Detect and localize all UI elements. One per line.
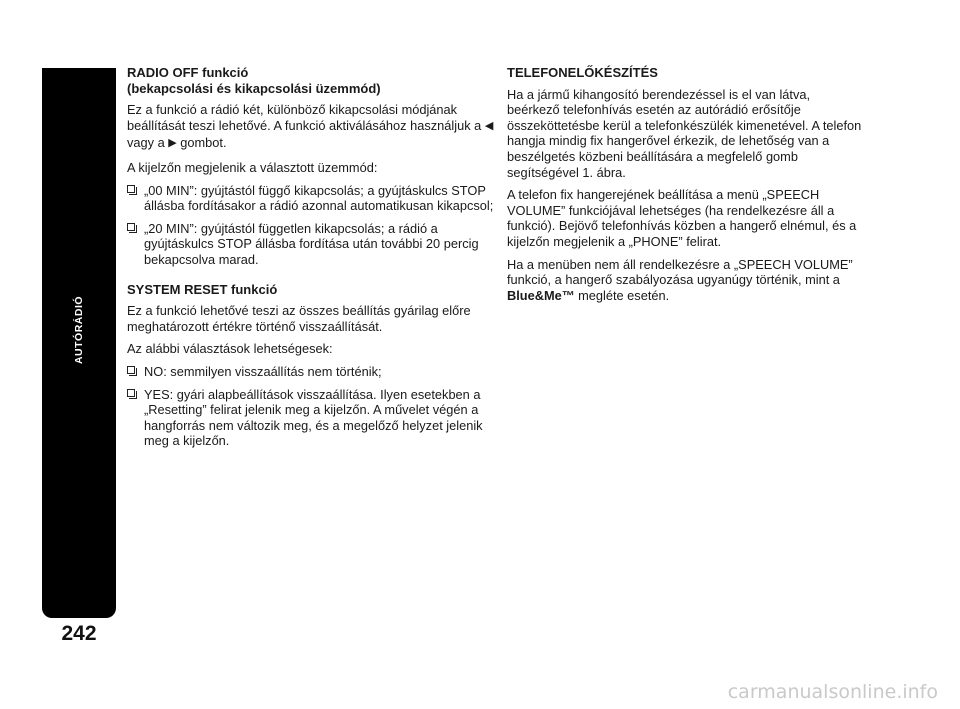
checkbox-bullet-icon — [127, 185, 135, 193]
radio-off-para1-text2: vagy a — [127, 135, 169, 151]
left-arrow-icon: ◀ — [484, 119, 494, 132]
phone-prep-para1: Ha a jármű kihangosító berendezéssel is el van látva, beérkező telefonhívás esetén az autórádió erősítője összeköttetésbe kerül a telefonkészülék kimenetével. A telefon hangja mindig fix hangerővel érkezik, de lehetőség van a beszélgetés közbeni beállítására a megfelelő gomb segítségével 1. ábra. — [507, 86, 862, 180]
radio-off-bullet1: „00 MIN”: gyújtástól függő kikapcsolás; a gyújtáskulcs STOP állásba fordításakor a rádió azonnal automatikusan kikapcsol; — [144, 182, 494, 214]
system-reset-para2: Az alábbi választások lehetségesek: — [127, 341, 333, 357]
checkbox-bullet-icon — [127, 366, 135, 374]
radio-off-para2: A kijelzőn megjelenik a választott üzemmód: — [127, 159, 378, 175]
system-reset-heading — [127, 282, 495, 298]
blue-me-brand: Blue&Me™ — [507, 287, 575, 303]
right-column — [507, 65, 862, 310]
right-arrow-icon: ▶ — [168, 137, 177, 150]
system-reset-bullet1: NO: semmilyen visszaállítás nem történik; — [144, 363, 382, 379]
section-label: AUTÓRÁDIÓ — [73, 295, 85, 365]
phone-prep-para2: A telefon fix hangerejének beállítása a menü „SPEECH VOLUME” funkciójával lehetséges (ha rendelkezésre áll a funkció). Bejövő telefonhívás közben a hangerő elnémul, és a kijelzőn megjelenik a „PHONE” felirat. — [507, 187, 857, 249]
page-number: 242 — [61, 622, 97, 645]
watermark: carmanualsonline.info — [727, 681, 938, 703]
phone-prep-heading: TELEFONELŐKÉSZÍTÉS — [507, 65, 658, 80]
radio-off-title-bold: RADIO OFF — [127, 65, 199, 80]
radio-off-para1 — [127, 102, 495, 153]
system-reset-para1: Ez a funkció lehetővé teszi az összes beállítás gyárilag előre meghatározott értékre történő visszaállítását. — [127, 303, 471, 334]
phone-prep-para3 — [507, 257, 862, 304]
phone-prep-para3-text2: megléte esetén. — [574, 287, 670, 303]
radio-off-heading — [127, 65, 495, 96]
list-item — [127, 364, 495, 380]
system-reset-title-rest: funkció — [227, 281, 278, 297]
left-column — [127, 65, 495, 456]
radio-off-subtitle: (bekapcsolási és kikapcsolási üzemmód) — [127, 80, 381, 96]
system-reset-title-bold: SYSTEM RESET — [127, 281, 228, 297]
checkbox-bullet-icon — [127, 389, 135, 397]
radio-off-title-rest: funkció — [198, 65, 249, 80]
list-item — [127, 183, 495, 214]
checkbox-bullet-icon — [127, 223, 135, 231]
radio-off-bullet2: „20 MIN”: gyújtástól független kikapcsolás; a rádió a gyújtáskulcs STOP állásba fordítása után további 20 percig bekapcsolva marad. — [144, 220, 479, 267]
list-item — [127, 387, 495, 449]
radio-off-para1-text1: Ez a funkció a rádió két, különböző kikapcsolási módjának beállítását teszi lehetővé. A funkció aktiválásához használjuk a — [127, 102, 485, 133]
phone-prep-para3-text1: Ha a menüben nem áll rendelkezésre a „SPEECH VOLUME” funkció, a hangerő szabályozása ugyanúgy történik, mint a — [507, 256, 853, 288]
list-item — [127, 221, 495, 268]
system-reset-bullet2: YES: gyári alapbeállítások visszaállítása. Ilyen esetekben a „Resetting” felirat jelenik meg a kijelzőn. A művelet végén a hangforrás nem változik meg, és a megelőző helyzet jelenik meg a kijelzőn. — [144, 386, 483, 449]
radio-off-para1-text3: gombot. — [176, 135, 227, 151]
